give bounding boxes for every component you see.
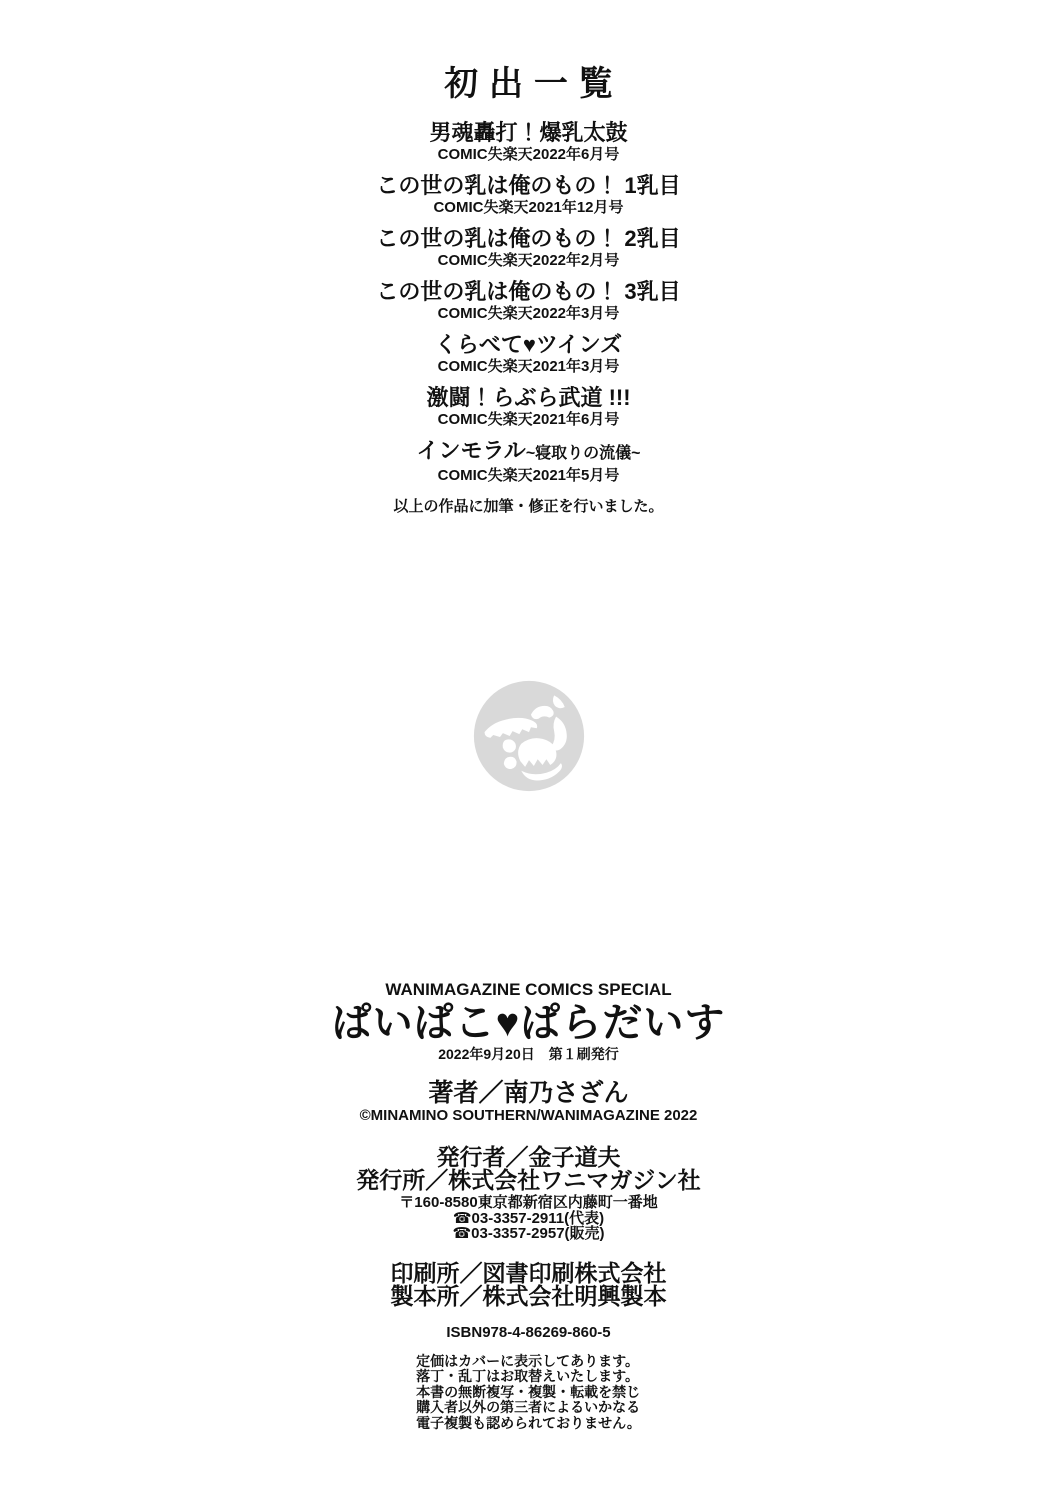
work-entry <box>0 226 1057 269</box>
work-title: この世の乳は俺のもの！ 2乳目 <box>376 226 681 251</box>
work-source: COMIC失楽天2021年12月号 <box>433 199 624 216</box>
work-source: COMIC失楽天2022年2月号 <box>437 252 620 269</box>
author-line: 著者／南乃さざん <box>428 1079 629 1107</box>
page-title: 初出一覧 <box>444 65 624 103</box>
work-title <box>0 438 1057 467</box>
series-name: WANIMAGAZINE COMICS SPECIAL <box>385 980 672 999</box>
work-source: COMIC失楽天2022年3月号 <box>437 305 620 322</box>
work-title-main: インモラル <box>416 438 526 463</box>
work-source: COMIC失楽天2021年6月号 <box>437 411 620 428</box>
disclaimer-line: 電子複製も認められておりません。 <box>416 1414 641 1431</box>
publisher-company: 発行所／株式会社ワニマガジン社 <box>356 1167 701 1193</box>
work-title: この世の乳は俺のもの！ 3乳目 <box>376 279 681 304</box>
work-title: 激闘！らぶら武道 !!! <box>426 385 631 410</box>
work-entry <box>0 332 1057 375</box>
revision-note: 以上の作品に加筆・修正を行いました。 <box>393 498 664 515</box>
work-entry <box>0 438 1057 484</box>
printer-line: 印刷所／図書印刷株式会社 <box>390 1259 667 1286</box>
work-entry <box>0 385 1057 428</box>
disclaimer-line: 本書の無断複写・複製・転載を禁じ <box>416 1383 641 1400</box>
colophon <box>0 980 1057 1433</box>
publisher-address: 〒160-8580東京都新宿区内藤町一番地 <box>399 1194 658 1211</box>
work-title: この世の乳は俺のもの！ 1乳目 <box>376 173 681 198</box>
first-publication-list <box>0 64 1057 516</box>
work-source: COMIC失楽天2022年6月号 <box>437 146 620 163</box>
disclaimer-line: 落丁・乱丁はお取替えいたします。 <box>416 1368 639 1384</box>
work-entry <box>0 120 1057 163</box>
work-source: COMIC失楽天2021年5月号 <box>437 467 620 484</box>
phone-sales: ☎03-3357-2957(販売) <box>452 1225 605 1242</box>
isbn: ISBN978-4-86269-860-5 <box>446 1323 611 1341</box>
work-title: くらべて♥ツインズ <box>434 332 623 357</box>
crocodile-icon <box>471 678 587 794</box>
publisher-person: 発行者／金子道夫 <box>436 1144 621 1170</box>
work-entry <box>0 279 1057 322</box>
binder-line: 製本所／株式会社明興製本 <box>390 1282 667 1309</box>
disclaimer-line: 定価はカバーに表示してあります。 <box>416 1352 639 1369</box>
disclaimer-block <box>416 1354 641 1432</box>
wanimagazine-logo <box>471 678 587 794</box>
disclaimer-line: 購入者以外の第三者によるいかなる <box>416 1399 641 1415</box>
book-title: ぱいぱこ♥ぱらだいす <box>331 1001 726 1045</box>
copyright-line: ©MINAMINO SOUTHERN/WANIMAGAZINE 2022 <box>359 1107 698 1124</box>
work-title-subtitle: ~寝取りの流儀~ <box>525 445 641 462</box>
work-entry <box>0 173 1057 216</box>
work-title: 男魂轟打！爆乳太鼓 <box>429 120 628 145</box>
print-date: 2022年9月20日 第１刷発行 <box>438 1046 619 1062</box>
work-source: COMIC失楽天2021年3月号 <box>437 358 620 375</box>
phone-main: ☎03-3357-2911(代表) <box>452 1209 605 1227</box>
